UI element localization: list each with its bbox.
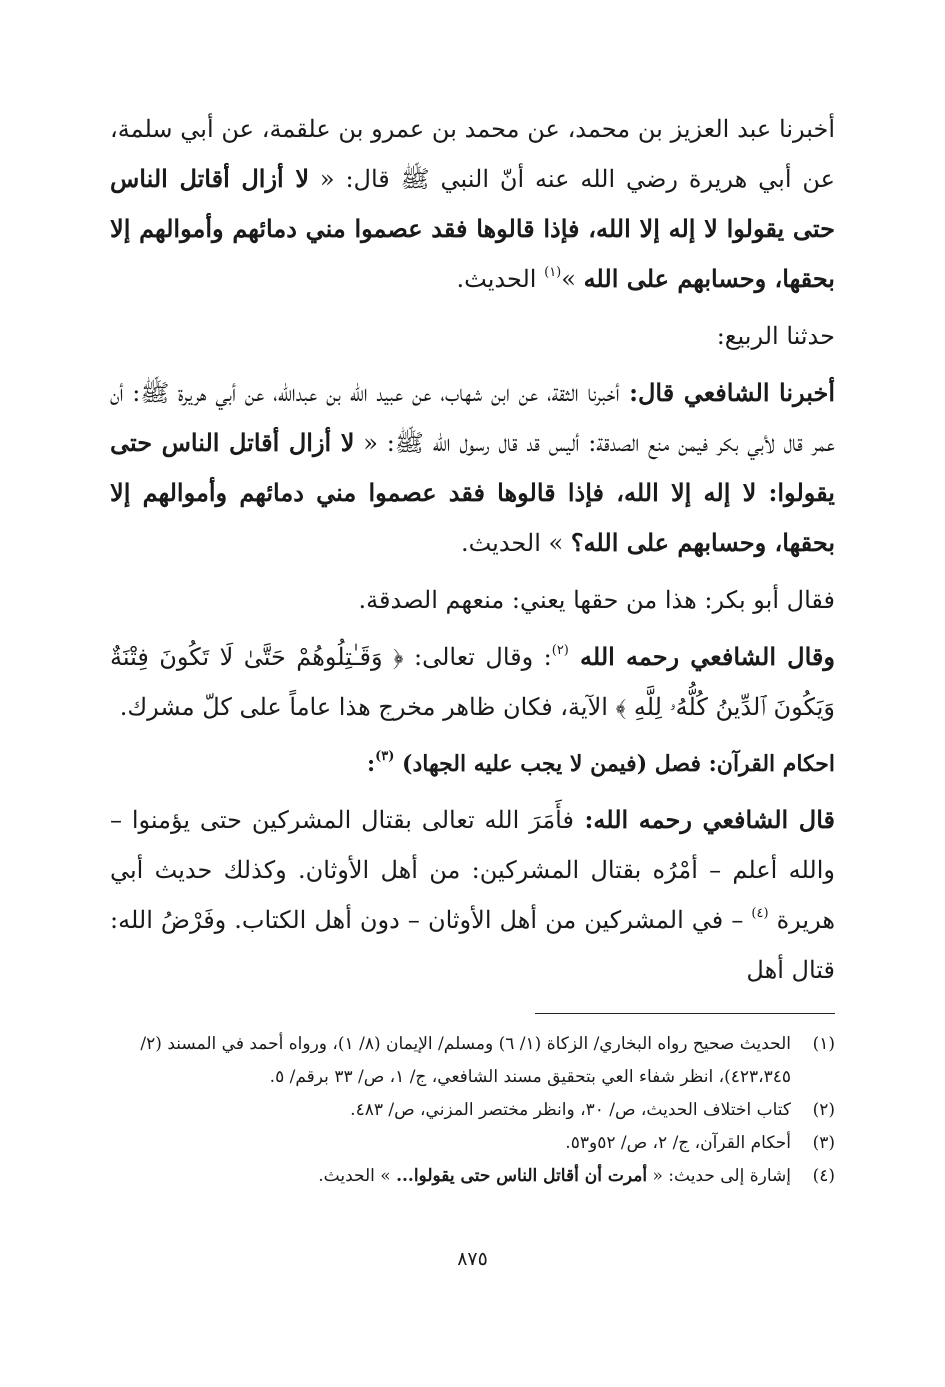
heading-text: احكام القرآن: فصل (فيمن لا يجب عليه الجهاد) bbox=[402, 751, 835, 777]
section-heading bbox=[110, 739, 835, 789]
paragraph-2 bbox=[110, 311, 835, 361]
footnote-number: (١) bbox=[812, 1034, 835, 1054]
footnote-number: (٣) bbox=[812, 1133, 835, 1153]
hadith-quote: لا أزال أقاتل الناس حتى يقولوا: لا إله إلا الله، فإذا قالوها فقد عصموا مني دمائهم وأموالهم إلا بحقها، وحسابهم على الله؟ bbox=[110, 428, 835, 557]
footnote-text: أحكام القرآن، ج/ ٢، ص/ ٥٢و٥٣. bbox=[565, 1133, 791, 1153]
paragraph-text: أخبرنا الثقة، عن ابن شهاب، عن عبيد الله بن عبدالله، عن أبي هريرة ﷺ: أن عمر قال لأبي بكر فيمن منع الصدقة: أليس قد قال رسول الله ﷺ: « bbox=[110, 379, 835, 457]
paragraph-text: فأَمَرَ الله تعالى بقتال المشركين حتى يؤمنوا – والله أعلم – أمْرُه بقتال المشركين: من أهل الأوثان. وكذلك حديث أبي هريرة bbox=[110, 806, 835, 934]
footnote-text: الحديث صحيح رواه البخاري/ الزكاة (١/ ٦) ومسلم/ الإيمان (٨/ ١)، ورواه أحمد في المسند (٢/ ٤٢٣،٣٤٥)، انظر شفاء العي بتحقيق مسند الشافعي، ج/ ١، ص/ ٣٣ برقم/ ٥. bbox=[140, 1034, 791, 1087]
footnote-text: كتاب اختلاف الحديث، ص/ ٣٠، وانظر مختصر المزني، ص/ ٤٨٣. bbox=[350, 1100, 791, 1120]
paragraph-lead: أخبرنا الشافعي قال: bbox=[619, 378, 835, 407]
paragraph-4 bbox=[110, 575, 835, 625]
footnote-ref-4[interactable]: (٤) bbox=[751, 906, 769, 921]
footnote-number: (٢) bbox=[812, 1100, 835, 1120]
footnote-text bbox=[110, 1160, 791, 1193]
footnote-text-tail: » الحديث. bbox=[318, 1166, 397, 1186]
paragraph-6 bbox=[110, 795, 835, 995]
footnote-hadith: أمرت أن أقاتل الناس حتى يقولوا... bbox=[396, 1166, 648, 1186]
paragraph-tail: الحديث. bbox=[460, 529, 549, 557]
quote-close: » bbox=[548, 529, 571, 557]
paragraph-tail: – في المشركين من أهل الأوثان – دون أهل الكتاب. وفَرْضُ الله: قتال أهل bbox=[110, 906, 835, 984]
footnote-4 bbox=[110, 1160, 835, 1193]
footnotes bbox=[110, 1028, 835, 1193]
footnote-ref-1[interactable]: (١) bbox=[544, 265, 562, 280]
paragraph-lead: قال الشافعي رحمه الله: bbox=[573, 805, 835, 834]
footnote-divider bbox=[535, 1013, 835, 1014]
paragraph-text: حدثنا الربيع: bbox=[716, 322, 835, 350]
footnote-text-lead: إشارة إلى حديث: « bbox=[647, 1166, 791, 1186]
paragraph-1 bbox=[110, 104, 835, 304]
footnote-ref-2[interactable]: (٢) bbox=[551, 643, 569, 658]
paragraph-tail: : وقال تعالى: ﴿ وَقَـٰتِلُوهُمْ حَتَّىٰ لَا تَكُونَ فِتْنَةٌ وَيَكُونَ ٱلدِّينُ كُلُّهُۥ لِلَّهِ ﴾ الآية، فكان ظاهر مخرج هذا عاماً على كلّ مشرك. bbox=[110, 643, 835, 721]
footnote-number: (٤) bbox=[812, 1166, 835, 1186]
footnote-2 bbox=[110, 1094, 835, 1127]
footnote-1 bbox=[110, 1028, 835, 1094]
paragraph-text: أخبرنا عبد العزيز بن محمد، عن محمد بن عمرو بن علقمة، عن أبي سلمة، عن أبي هريرة رضي الله عنه أنّ النبي ﷺ قال: « bbox=[110, 115, 835, 193]
paragraph-lead: وقال الشافعي رحمه الله bbox=[568, 642, 835, 671]
page-number: ٨٧٥ bbox=[457, 1248, 488, 1270]
paragraph-text: فقال أبو بكر: هذا من حقها يعني: منعهم الصدقة. bbox=[358, 586, 835, 614]
heading-colon: : bbox=[366, 751, 376, 777]
paragraph-tail: الحديث. bbox=[456, 265, 545, 293]
paragraph-3 bbox=[110, 368, 835, 568]
hadith-quote: لا أزال أقاتل الناس حتى يقولوا لا إله إلا الله، فإذا قالوها فقد عصموا مني دمائهم وأموالهم إلا بحقها، وحسابهم على الله bbox=[110, 164, 835, 293]
quote-close: » bbox=[561, 265, 584, 293]
footnote-3 bbox=[110, 1127, 835, 1160]
footnote-ref-3[interactable]: (٣) bbox=[375, 749, 395, 764]
paragraph-5 bbox=[110, 632, 835, 732]
